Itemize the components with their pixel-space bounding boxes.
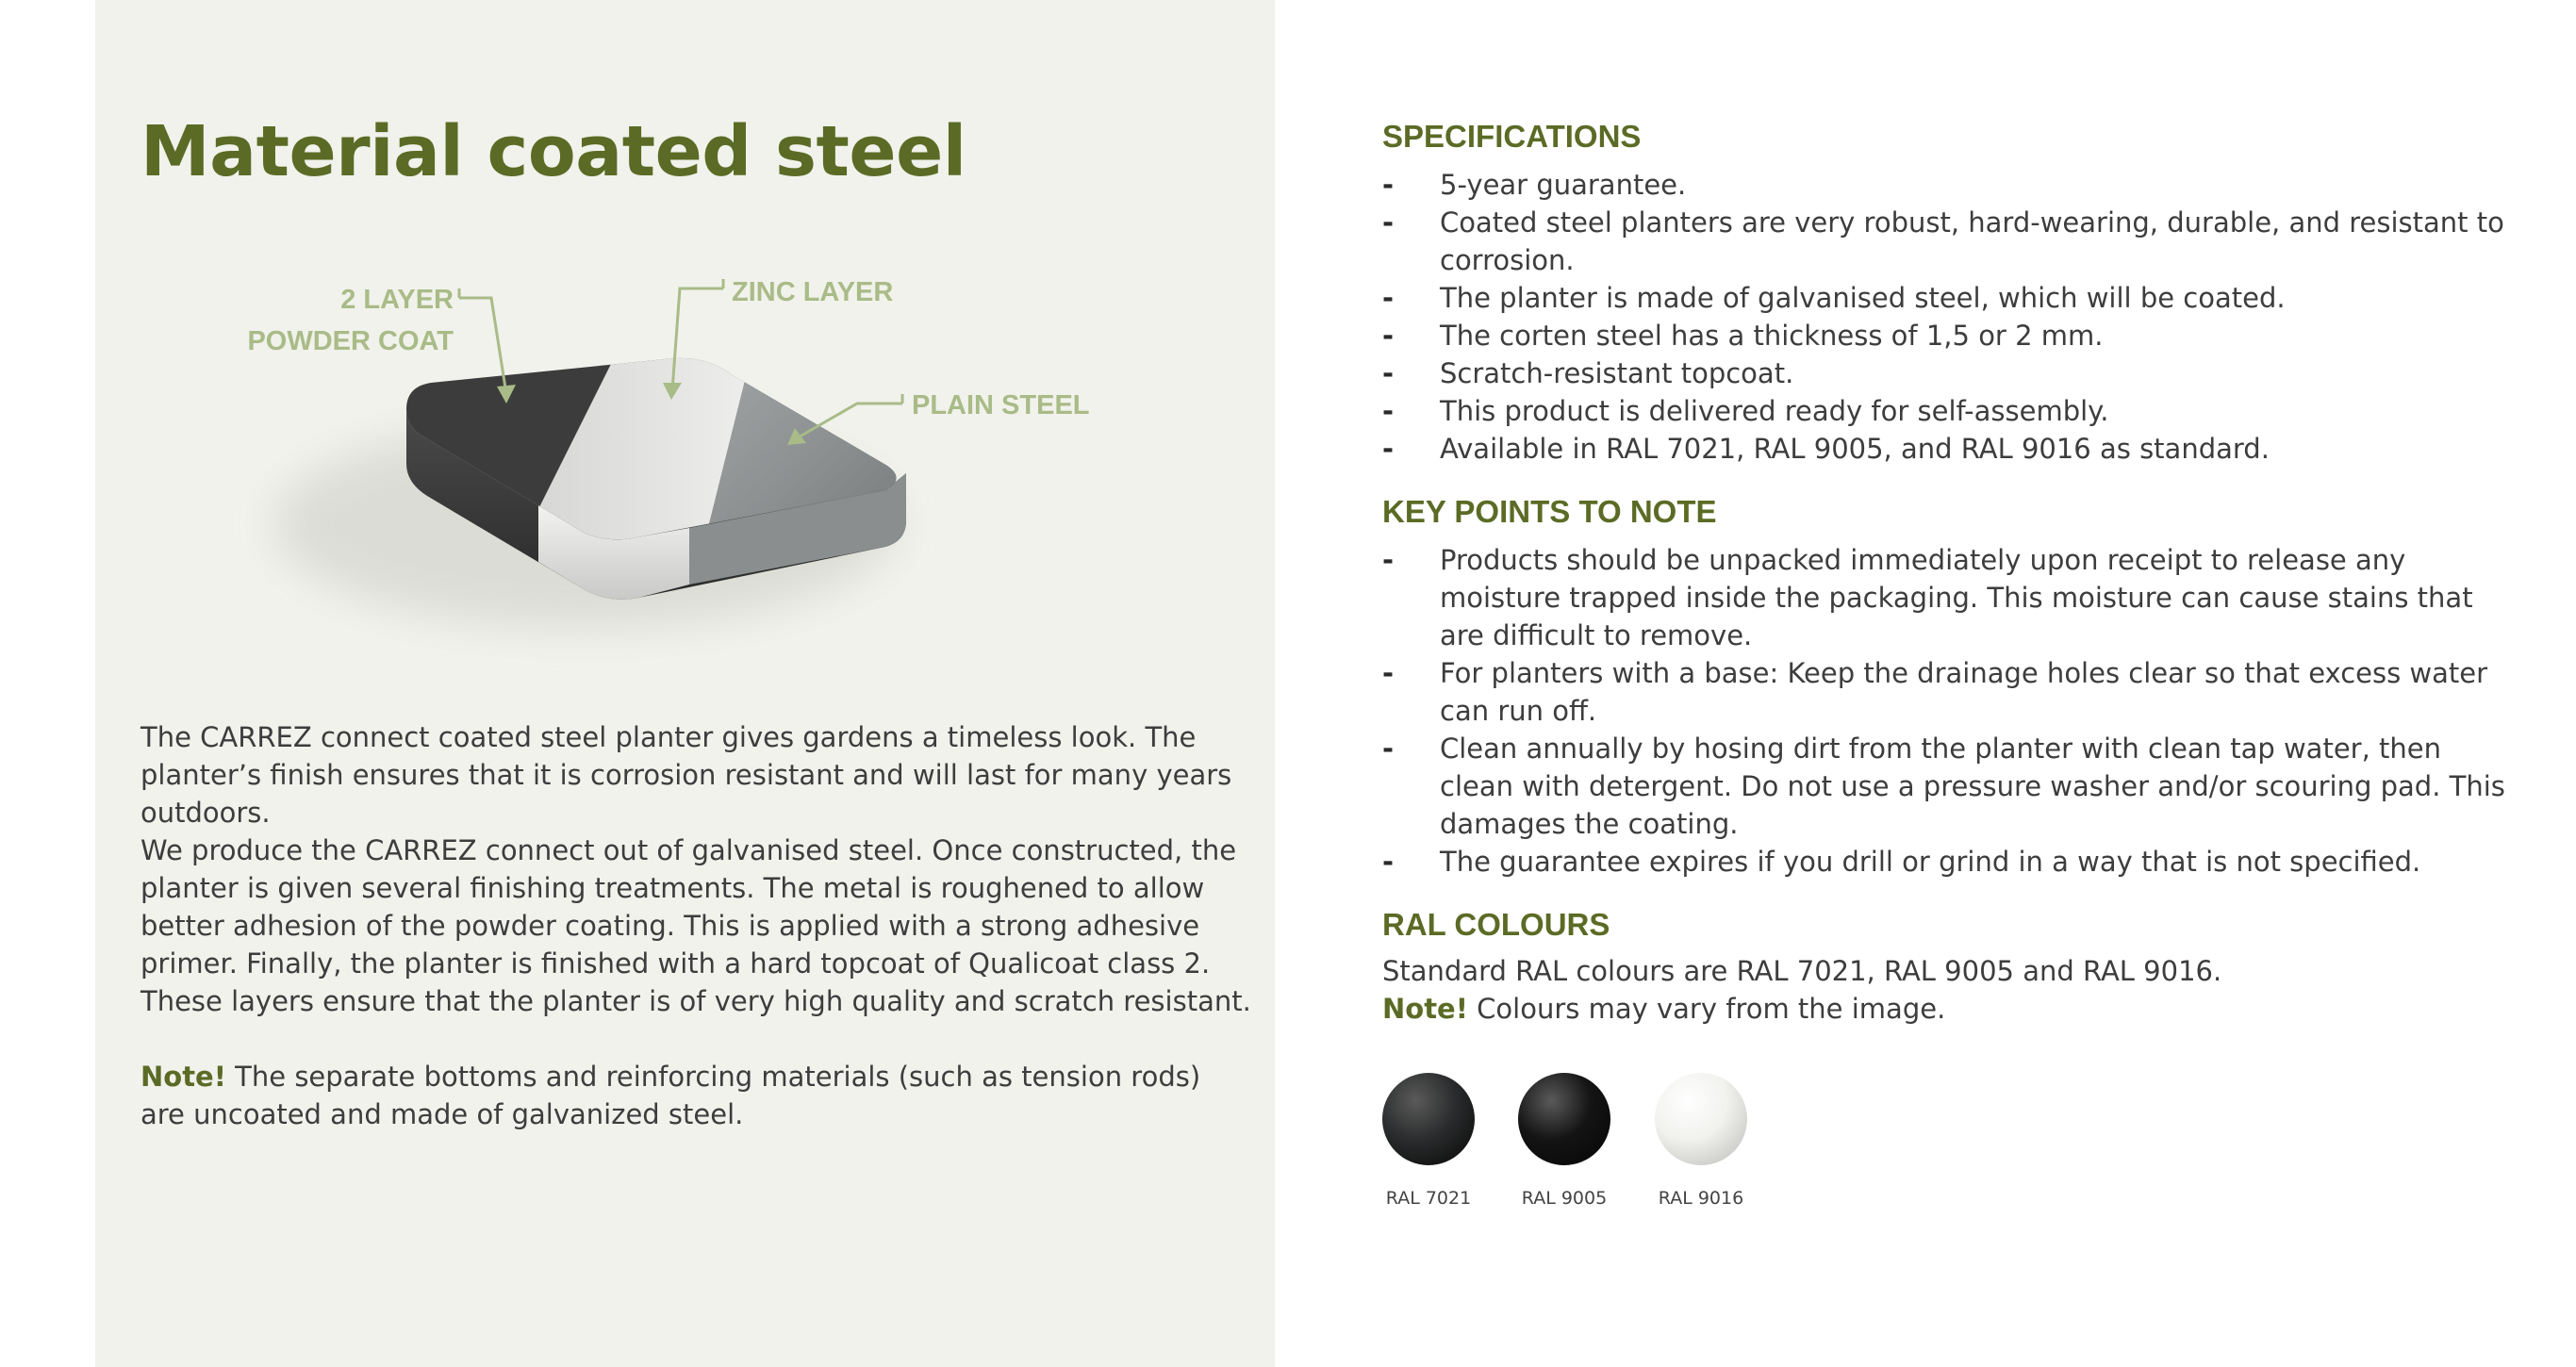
- list-item: - The guarantee expires if you drill or grind in a way that is not specified.: [1382, 843, 2514, 881]
- bullet-dash: -: [1382, 657, 1395, 689]
- list-item: - This product is delivered ready for self-assembly.: [1382, 392, 2514, 430]
- bullet-dash: -: [1382, 282, 1395, 314]
- powder-coat-label: POWDER COAT: [247, 326, 454, 356]
- list-item: - Coated steel planters are very robust, hard-wearing, durable, and resistant to corrosion.: [1382, 204, 2514, 279]
- swatch-label: RAL 9005: [1521, 1188, 1608, 1209]
- list-item: - Clean annually by hosing dirt from the planter with clean tap water, then clean with detergent. Do not use a pressure washer and/or scouring pad. This damages the coating.: [1382, 730, 2514, 843]
- bullet-dash: -: [1382, 544, 1395, 576]
- specifications-heading: SPECIFICATIONS: [1382, 119, 1642, 154]
- swatch-ball: [1655, 1073, 1747, 1165]
- ral-note-label: Note!: [1382, 993, 1468, 1025]
- right-panel: [1382, 0, 2533, 1367]
- bullet-dash: -: [1382, 169, 1395, 201]
- swatch-ral-7021: [1361, 1073, 1496, 1209]
- ral-standard-text: Standard RAL colours are RAL 7021, RAL 9005 and RAL 9016.: [1382, 955, 2222, 987]
- zinc-layer-label: ZINC LAYER: [732, 277, 894, 307]
- bullet-dash: -: [1382, 733, 1395, 765]
- description-paragraph-2: We produce the CARREZ connect out of galvanised steel. Once constructed, the planter is given several finishing treatments. The metal is roughened to allow better adhesion of the powder coating. This is applied with a strong adhesive primer. Finally, the planter is finished with a hard topcoat of Qualicoat class 2. These layers ensure that the planter is of very high quality and scratch resistant.: [140, 834, 1251, 1017]
- list-item: - The planter is made of galvanised steel, which will be coated.: [1382, 279, 2514, 317]
- plain-steel-label: PLAIN STEEL: [912, 390, 1090, 420]
- list-item: - For planters with a base: Keep the drainage holes clear so that excess water can run off.: [1382, 654, 2514, 730]
- key-points-list: [1382, 541, 2514, 881]
- description-note: [140, 1058, 1253, 1133]
- swatch-ball: [1382, 1073, 1475, 1165]
- ral-note-text: Colours may vary from the image.: [1467, 993, 1946, 1025]
- list-item: - The corten steel has a thickness of 1,5 or 2 mm.: [1382, 317, 2514, 354]
- list-item: - Products should be unpacked immediately upon receipt to release any moisture trapped inside the packaging. This moisture can cause stains that are difficult to remove.: [1382, 541, 2514, 654]
- bullet-dash: -: [1382, 395, 1395, 427]
- ral-colours-text: [1382, 952, 2514, 1028]
- coated-steel-sample-illustration: [95, 0, 1275, 1367]
- bullet-dash: -: [1382, 320, 1395, 352]
- list-item: - 5-year guarantee.: [1382, 166, 2514, 204]
- list-item: - Available in RAL 7021, RAL 9005, and RAL 9016 as standard.: [1382, 430, 2514, 468]
- bullet-dash: -: [1382, 433, 1395, 465]
- bullet-dash: -: [1382, 846, 1395, 878]
- swatch-label: RAL 9016: [1658, 1188, 1744, 1209]
- list-item: - Scratch-resistant topcoat.: [1382, 354, 2514, 392]
- material-layers-diagram: [95, 0, 1275, 1367]
- swatch-ral-9005: [1496, 1073, 1632, 1209]
- swatch-ral-9016: [1633, 1073, 1769, 1209]
- specifications-list: [1382, 166, 2514, 468]
- swatch-ball: [1518, 1073, 1610, 1165]
- page-title: Material coated steel: [140, 111, 966, 192]
- two-layer-label: 2 LAYER: [340, 285, 454, 315]
- key-points-heading: KEY POINTS TO NOTE: [1382, 494, 1717, 529]
- note-text: The separate bottoms and reinforcing materials (such as tension rods) are uncoated and made of galvanized steel.: [140, 1061, 1201, 1130]
- ral-colours-heading: RAL COLOURS: [1382, 907, 1610, 942]
- left-panel: [95, 0, 1275, 1367]
- description-paragraph-1: The CARREZ connect coated steel planter gives gardens a timeless look. The planter’s finish ensures that it is corrosion resistant and will last for many years outdoors.: [140, 721, 1232, 829]
- swatch-label: RAL 7021: [1385, 1188, 1472, 1209]
- colour-swatches: [1382, 1073, 1948, 1209]
- note-label: Note!: [140, 1061, 226, 1093]
- bullet-dash: -: [1382, 357, 1395, 389]
- bullet-dash: -: [1382, 206, 1395, 239]
